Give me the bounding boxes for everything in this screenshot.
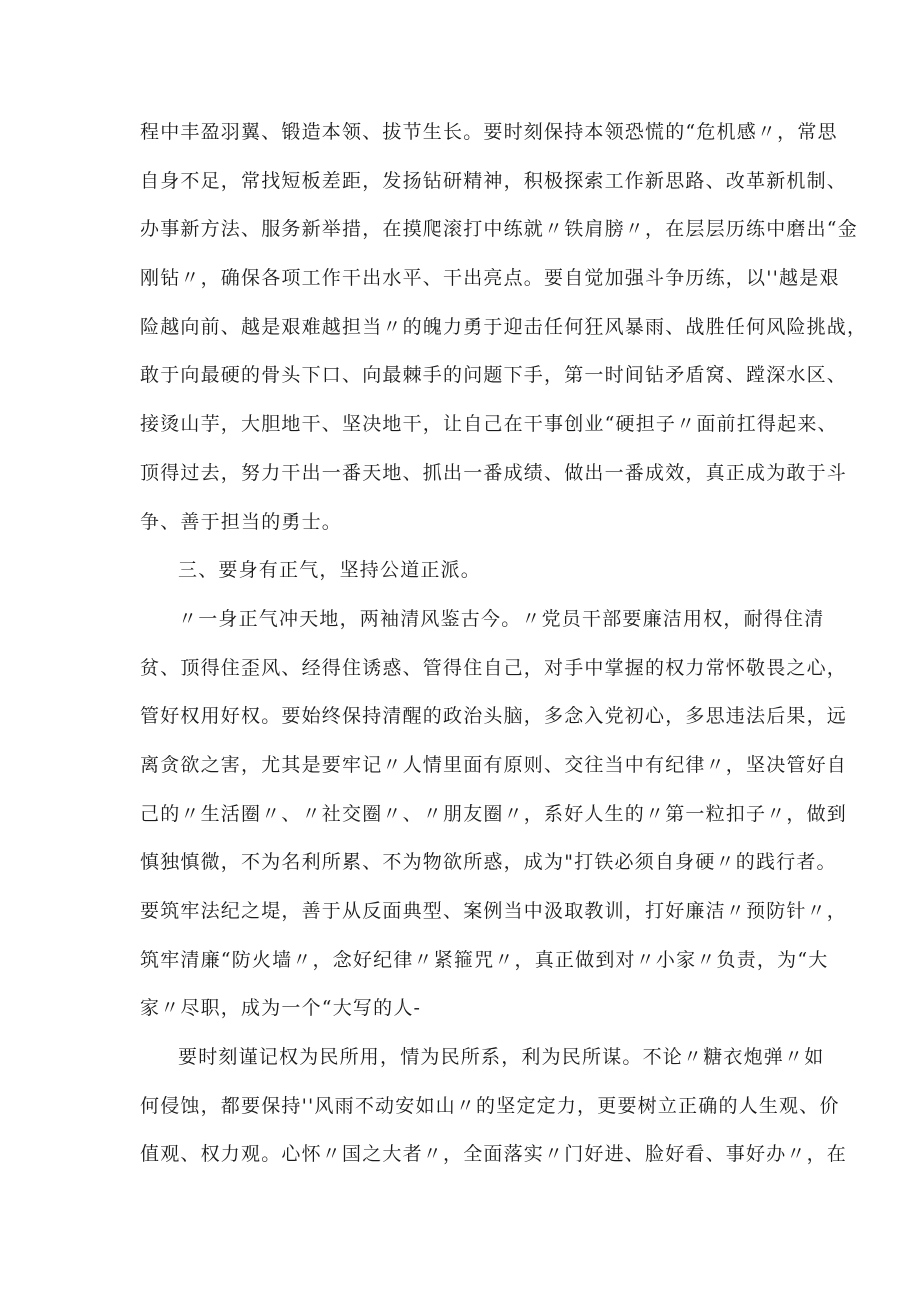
paragraph-line: 刚钻〃，确保各项工作干出水平、干出亮点。要自觉加强斗争历练，以''越是艰 bbox=[140, 267, 840, 290]
paragraph-line: 慎独慎微，不为名利所累、不为物欲所惑，成为"打铁必须自身硬〃的践行者。 bbox=[140, 851, 837, 874]
paragraph-line: 离贪欲之害，尤其是要牢记〃人情里面有原则、交往当中有纪律〃，坚决管好自 bbox=[140, 753, 848, 776]
document-body bbox=[140, 108, 868, 1179]
paragraph-line: 筑牢清廉“防火墙〃，念好纪律〃紧箍咒〃，真正做到对〃小家〃负责，为“大 bbox=[140, 948, 829, 971]
paragraph-line: 贫、顶得住歪风、经得住诱惑、管得住自己，对手中掌握的权力常怀敬畏之心， bbox=[140, 656, 848, 679]
paragraph-line: 程中丰盈羽翼、锻造本领、拔节生长。要时刻保持本领恐慌的“危机感〃，常思 bbox=[140, 121, 838, 143]
paragraph-line: 接烫山芋，大胆地干、坚决地干，让自己在干事创业“硬担子〃面前扛得起来、 bbox=[140, 413, 838, 436]
paragraph-line: 己的〃生活圈〃、〃社交圈〃、〃朋友圈〃，系好人生的〃第一粒扣子〃，做到 bbox=[140, 802, 848, 825]
paragraph-line: 值观、权力观。心怀〃国之大者〃，全面落实〃门好进、脸好看、事好办〃，在 bbox=[140, 1143, 848, 1166]
paragraph-line: 何侵蚀，都要保持''风雨不动安如山〃的坚定定力，更要树立正确的人生观、价 bbox=[140, 1094, 840, 1117]
paragraph-line: 敢于向最硬的骨头下口、向最棘手的问题下手，第一时间钻矛盾窝、蹚深水区、 bbox=[140, 364, 848, 387]
paragraph-line: 争、善于担当的勇士。 bbox=[140, 510, 343, 533]
paragraph-line: 〃一身正气冲天地，两袖清风鉴古今。〃党员干部要廉洁用权，耐得住清 bbox=[178, 607, 825, 630]
paragraph-line: 自身不足，常找短板差距，发扬钻研精神，积极探索工作新思路、改革新机制、 bbox=[140, 169, 848, 192]
paragraph-line: 要筑牢法纪之堤，善于从反面典型、案例当中汲取教训，打好廉洁〃预防针〃， bbox=[140, 900, 848, 922]
section-heading: 三、要身有正气，坚持公道正派。 bbox=[178, 559, 482, 582]
paragraph-line: 管好权用好权。要始终保持清醒的政治头脑，多念入党初心，多思违法后果，远 bbox=[140, 705, 848, 728]
paragraph-line: 家〃尽职，成为一个“大写的人- bbox=[140, 997, 422, 1020]
paragraph-line: 险越向前、越是艰难越担当〃的魄力勇于迎击任何狂风暴雨、战胜任何风险挑战， bbox=[140, 315, 868, 338]
paragraph-line: 顶得过去，努力干出一番天地、抓出一番成绩、做出一番成效，真正成为敢于斗 bbox=[140, 461, 848, 484]
paragraph-line: 要时刻谨记权为民所用，情为民所系，利为民所谋。不论〃糖衣炮弹〃如 bbox=[178, 1046, 825, 1069]
paragraph-line: 办事新方法、服务新举措，在摸爬滚打中练就〃铁肩膀〃，在层层历练中磨出“金 bbox=[140, 218, 858, 241]
